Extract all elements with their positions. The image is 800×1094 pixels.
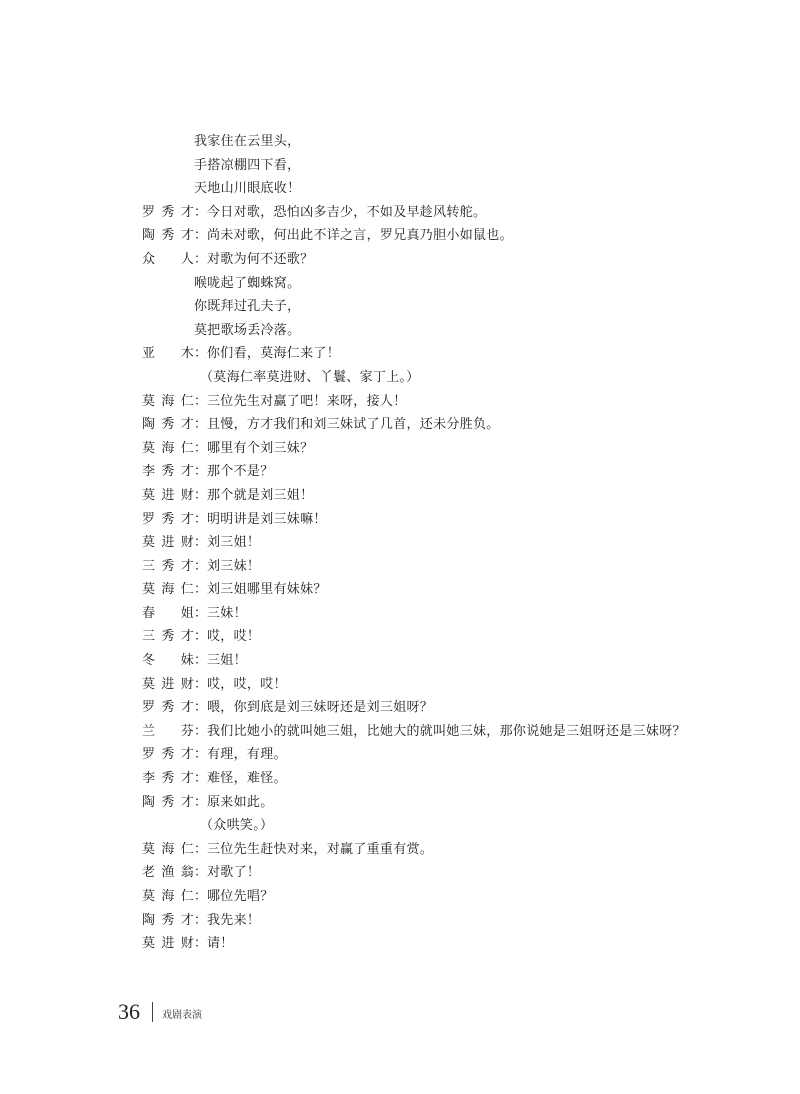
dialogue-text: 哪位先唱？ [207,889,274,904]
speaker-name: 兰芬 [142,723,194,739]
dialogue-text: 三妹！ [207,605,247,621]
dialogue-text: 尚未对歌，何出此不详之言，罗兄真乃胆小如鼠也。 [207,228,513,244]
dialogue-line [142,861,742,885]
dialogue-text: 喂，你到底是刘三妹呀还是刘三姐呀？ [207,700,434,716]
speaker-colon: ： [194,747,208,763]
speaker-colon: ： [194,629,208,645]
dialogue-text: 我们比她小的就叫她三姐，比她大的就叫她三妹，那你说她是三姐呀还是三妹呀？ [207,723,686,739]
dialogue-line [142,224,742,248]
speaker-colon: ： [194,865,208,881]
speaker-colon: ： [194,204,208,220]
speaker-name: 罗秀才 [142,700,194,716]
dialogue-text: 难怪，难怪。 [207,771,287,787]
dialogue-line [142,649,742,673]
dialogue-text: 今日对歌，恐怕凶多吉少，不如及早趁风转舵。 [207,204,487,220]
page-number: 36 [118,999,140,1024]
dialogue-line [142,743,742,767]
dialogue-text: 那个不是？ [207,464,274,480]
verse-line: 喉咙起了蜘蛛窝。 [194,275,301,291]
dialogue-line [142,838,742,862]
speaker-name: 罗秀才 [142,204,194,220]
speaker-name: 陶秀才 [142,417,194,433]
footer-divider [152,1002,153,1022]
dialogue-text: 三位先生对赢了吧！来呀，接人！ [207,393,407,409]
dialogue-text: 哎，哎！ [207,629,261,645]
speaker-colon: ： [194,771,208,787]
dialogue-line [142,413,742,437]
speaker-colon: ： [194,889,208,904]
speaker-colon: ： [194,464,208,480]
speaker-name: 众人 [142,251,194,267]
speaker-colon: ： [194,676,208,692]
dialogue-line [142,696,742,720]
dialogue-text: 刘三姐哪里有妹妹？ [207,582,327,598]
dialogue-line [142,201,742,225]
dialogue-line [142,767,742,791]
speaker-colon: ： [194,440,208,456]
speaker-name: 莫海仁 [142,889,194,904]
verse-line: 莫把歌场丢冷落。 [194,322,301,338]
stage-direction: （众哄笑。） [200,818,274,834]
dialogue-text: 你们看，莫海仁来了！ [207,346,341,362]
speaker-colon: ： [194,653,208,669]
speaker-colon: ： [194,912,208,928]
speaker-colon: ： [194,417,208,433]
stage-direction: （莫海仁率莫进财、丫鬟、家丁上。） [200,369,420,385]
speaker-name: 莫海仁 [142,393,194,409]
dialogue-text: 三姐！ [207,653,247,669]
dialogue-text: 哪里有个刘三妹？ [207,440,314,456]
dialogue-line [142,578,742,602]
dialogue-line [142,932,742,956]
dialogue-line [142,885,742,909]
verse-line: 天地山川眼底收！ [194,181,301,197]
speaker-name: 李秀才 [142,771,194,787]
speaker-colon: ： [194,723,208,739]
speaker-colon: ： [194,936,208,952]
speaker-colon: ： [194,228,208,244]
page-footer [118,993,202,1023]
speaker-name: 陶秀才 [142,228,194,244]
speaker-name: 李秀才 [142,464,194,480]
verse-line: 手搭凉棚四下看， [194,157,301,173]
dialogue-line [142,909,742,933]
speaker-name: 莫海仁 [142,582,194,598]
dialogue-text: 刘三姐！ [207,535,261,551]
dialogue-text: 三位先生赶快对来，对赢了重重有赏。 [207,841,434,857]
dialogue-line [142,484,742,508]
speaker-colon: ： [194,700,208,716]
book-title: 戏剧表演 [162,1010,202,1021]
dialogue-text: 原来如此。 [207,794,274,810]
speaker-colon: ： [194,841,208,857]
speaker-colon: ： [194,535,208,551]
speaker-name: 莫海仁 [142,841,194,857]
verse-line: 你既拜过孔夫子， [194,299,301,315]
dialogue-line [142,791,742,815]
speaker-colon: ： [194,487,208,503]
speaker-colon: ： [194,582,208,598]
dialogue-text: 且慢，方才我们和刘三妹试了几首，还未分胜负。 [207,417,500,433]
speaker-name: 陶秀才 [142,794,194,810]
speaker-colon: ： [194,346,208,362]
dialogue-text: 请！ [207,936,234,952]
dialogue-line [142,625,742,649]
dialogue-line [142,673,742,697]
speaker-colon: ： [194,605,208,621]
speaker-name: 莫进财 [142,487,194,503]
dialogue-line [142,531,742,555]
dialogue-text: 有理，有理。 [207,747,287,763]
dialogue-line [142,437,742,461]
speaker-name: 冬妹 [142,653,194,669]
speaker-name: 罗秀才 [142,511,194,527]
speaker-name: 莫进财 [142,535,194,551]
speaker-colon: ： [194,794,208,810]
dialogue-line [142,508,742,532]
speaker-colon: ： [194,251,208,267]
speaker-colon: ： [194,511,208,527]
speaker-name: 亚木 [142,346,194,362]
script-body [142,130,742,956]
speaker-name: 三秀才 [142,558,194,574]
dialogue-line [142,555,742,579]
dialogue-text: 刘三妹！ [207,558,261,574]
dialogue-line [142,602,742,626]
dialogue-line [142,460,742,484]
dialogue-text: 哎，哎，哎！ [207,676,287,692]
speaker-colon: ： [194,393,208,409]
speaker-name: 莫海仁 [142,440,194,456]
dialogue-text: 明明讲是刘三妹嘛！ [207,511,327,527]
speaker-name: 罗秀才 [142,747,194,763]
verse-line: 我家住在云里头， [194,134,301,149]
dialogue-line [142,720,742,744]
speaker-name: 莫进财 [142,936,194,952]
speaker-name: 老渔翁 [142,865,194,881]
dialogue-text: 我先来！ [207,912,261,928]
speaker-name: 陶秀才 [142,912,194,928]
dialogue-line [142,390,742,414]
speaker-name: 莫进财 [142,676,194,692]
speaker-colon: ： [194,558,208,574]
dialogue-text: 对歌了！ [207,865,261,881]
dialogue-text: 对歌为何不还歌？ [207,251,314,267]
speaker-name: 三秀才 [142,629,194,645]
dialogue-line [142,342,742,366]
dialogue-line [142,248,742,272]
speaker-name: 春姐 [142,605,194,621]
dialogue-text: 那个就是刘三姐！ [207,487,314,503]
